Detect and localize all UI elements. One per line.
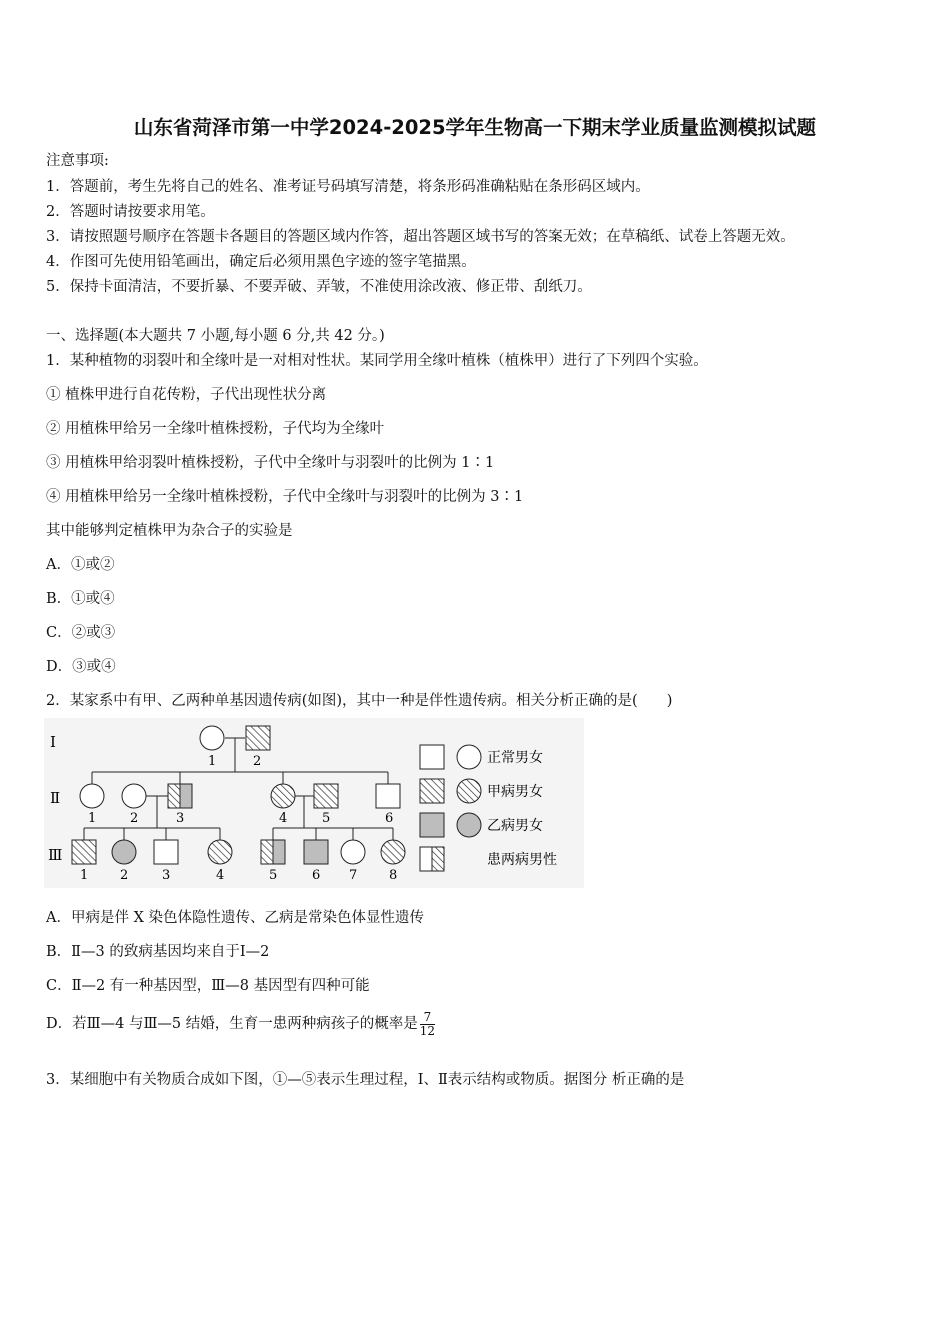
gen-label: Ⅱ bbox=[50, 789, 61, 807]
q1-option-c: C．②或③ bbox=[46, 625, 116, 641]
notice-heading: 注意事项: bbox=[46, 153, 109, 169]
legend-jia-male bbox=[420, 779, 444, 803]
individual-III-6 bbox=[304, 840, 328, 864]
q1-option-b: B．①或④ bbox=[46, 591, 115, 607]
individual-III-3 bbox=[154, 840, 178, 864]
individual-III-2 bbox=[112, 840, 136, 864]
legend-yi-male bbox=[420, 813, 444, 837]
individual-III-1 bbox=[72, 840, 96, 864]
notice-item: 2．答题时请按要求用笔。 bbox=[46, 204, 215, 220]
individual-II-2 bbox=[122, 784, 146, 808]
q1-option-d: D．③或④ bbox=[46, 659, 116, 675]
q2-option-b: B．Ⅱ—3 的致病基因均来自于Ⅰ—2 bbox=[46, 944, 270, 960]
label: 6 bbox=[312, 868, 321, 883]
fraction-denominator: 12 bbox=[419, 1023, 436, 1038]
legend-normal-male bbox=[420, 745, 444, 769]
legend-label: 正常男女 bbox=[487, 750, 543, 766]
individual-I-2 bbox=[246, 726, 270, 750]
label: 2 bbox=[130, 811, 139, 826]
individual-II-3 bbox=[168, 784, 192, 808]
q2-option-c: C．Ⅱ—2 有一种基因型，Ⅲ—8 基因型有四种可能 bbox=[46, 978, 370, 994]
notice-item: 1．答题前，考生先将自己的姓名、准考证号码填写清楚，将条形码准确粘贴在条形码区域内。 bbox=[46, 179, 650, 195]
q1-experiment: ① 植株甲进行自花传粉，子代出现性状分离 bbox=[46, 387, 327, 403]
label: 1 bbox=[88, 811, 97, 826]
gen-label: Ⅰ bbox=[50, 733, 56, 751]
legend-yi-female bbox=[457, 813, 481, 837]
label: 3 bbox=[176, 811, 185, 826]
gen-label: Ⅲ bbox=[48, 846, 63, 864]
q2-option-d: D．若Ⅲ—4 与Ⅲ—5 结婚，生育一患两种病孩子的概率是 bbox=[46, 1016, 418, 1032]
individual-III-4 bbox=[208, 840, 232, 864]
pedigree-diagram bbox=[44, 718, 584, 888]
legend-jia-female bbox=[457, 779, 481, 803]
q1-experiment: ③ 用植株甲给羽裂叶植株授粉，子代中全缘叶与羽裂叶的比例为 1∶1 bbox=[46, 455, 495, 471]
q1-question: 其中能够判定植株甲为杂合子的实验是 bbox=[46, 523, 293, 539]
notice-item: 4．作图可先使用铅笔画出，确定后必须用黑色字迹的签字笔描黑。 bbox=[46, 254, 476, 270]
legend-label: 甲病男女 bbox=[487, 784, 543, 800]
individual-III-8 bbox=[381, 840, 405, 864]
q1-option-a: A．①或② bbox=[46, 557, 115, 573]
individual-III-7 bbox=[341, 840, 365, 864]
q2-option-a: A．甲病是伴 X 染色体隐性遗传、乙病是常染色体显性遗传 bbox=[46, 910, 425, 926]
legend-label: 乙病男女 bbox=[487, 818, 543, 834]
label: 7 bbox=[349, 868, 358, 883]
label: 4 bbox=[216, 868, 225, 883]
label: 8 bbox=[389, 868, 398, 883]
label: 1 bbox=[80, 868, 89, 883]
q1-stem: 1．某种植物的羽裂叶和全缘叶是一对相对性状。某同学用全缘叶植株（植株甲）进行了下列四个实验。 bbox=[46, 353, 708, 369]
legend-both-male bbox=[420, 847, 444, 871]
label: 5 bbox=[322, 811, 331, 826]
label: 6 bbox=[385, 811, 394, 826]
individual-II-4 bbox=[271, 784, 295, 808]
q2-stem: 2．某家系中有甲、乙两种单基因遗传病(如图)，其中一种是伴性遗传病。相关分析正确的是( ) bbox=[46, 693, 673, 709]
individual-III-5 bbox=[261, 840, 285, 864]
label: 4 bbox=[279, 811, 288, 826]
label: 2 bbox=[253, 754, 262, 769]
section-heading: 一、选择题(本大题共 7 小题,每小题 6 分,共 42 分。) bbox=[46, 328, 385, 344]
individual-I-1 bbox=[200, 726, 224, 750]
q1-experiment: ④ 用植株甲给另一全缘叶植株授粉，子代中全缘叶与羽裂叶的比例为 3∶1 bbox=[46, 489, 524, 505]
fraction-numerator: 7 bbox=[420, 1011, 435, 1025]
label: 1 bbox=[208, 754, 217, 769]
individual-II-6 bbox=[376, 784, 400, 808]
individual-II-1 bbox=[80, 784, 104, 808]
label: 5 bbox=[269, 868, 278, 883]
individual-II-5 bbox=[314, 784, 338, 808]
q1-experiment: ② 用植株甲给另一全缘叶植株授粉，子代均为全缘叶 bbox=[46, 421, 385, 437]
label: 3 bbox=[162, 868, 171, 883]
legend-normal-female bbox=[457, 745, 481, 769]
q3-stem: 3．某细胞中有关物质合成如下图，①—⑤表示生理过程，Ⅰ、Ⅱ表示结构或物质。据图分 析正确的是 bbox=[46, 1072, 685, 1088]
q2-option-d-row bbox=[46, 1010, 435, 1038]
label: 2 bbox=[120, 868, 129, 883]
page-title: 山东省菏泽市第一中学2024-2025学年生物高一下期末学业质量监测模拟试题 bbox=[133, 116, 817, 139]
legend-label: 患两病男性 bbox=[487, 852, 557, 868]
notice-item: 5．保持卡面清洁，不要折暴、不要弄破、弄皱，不准使用涂改液、修正带、刮纸刀。 bbox=[46, 279, 592, 295]
fraction bbox=[420, 1011, 435, 1038]
notice-item: 3．请按照题号顺序在答题卡各题目的答题区域内作答，超出答题区域书写的答案无效；在草稿纸、试卷上答题无效。 bbox=[46, 229, 795, 245]
